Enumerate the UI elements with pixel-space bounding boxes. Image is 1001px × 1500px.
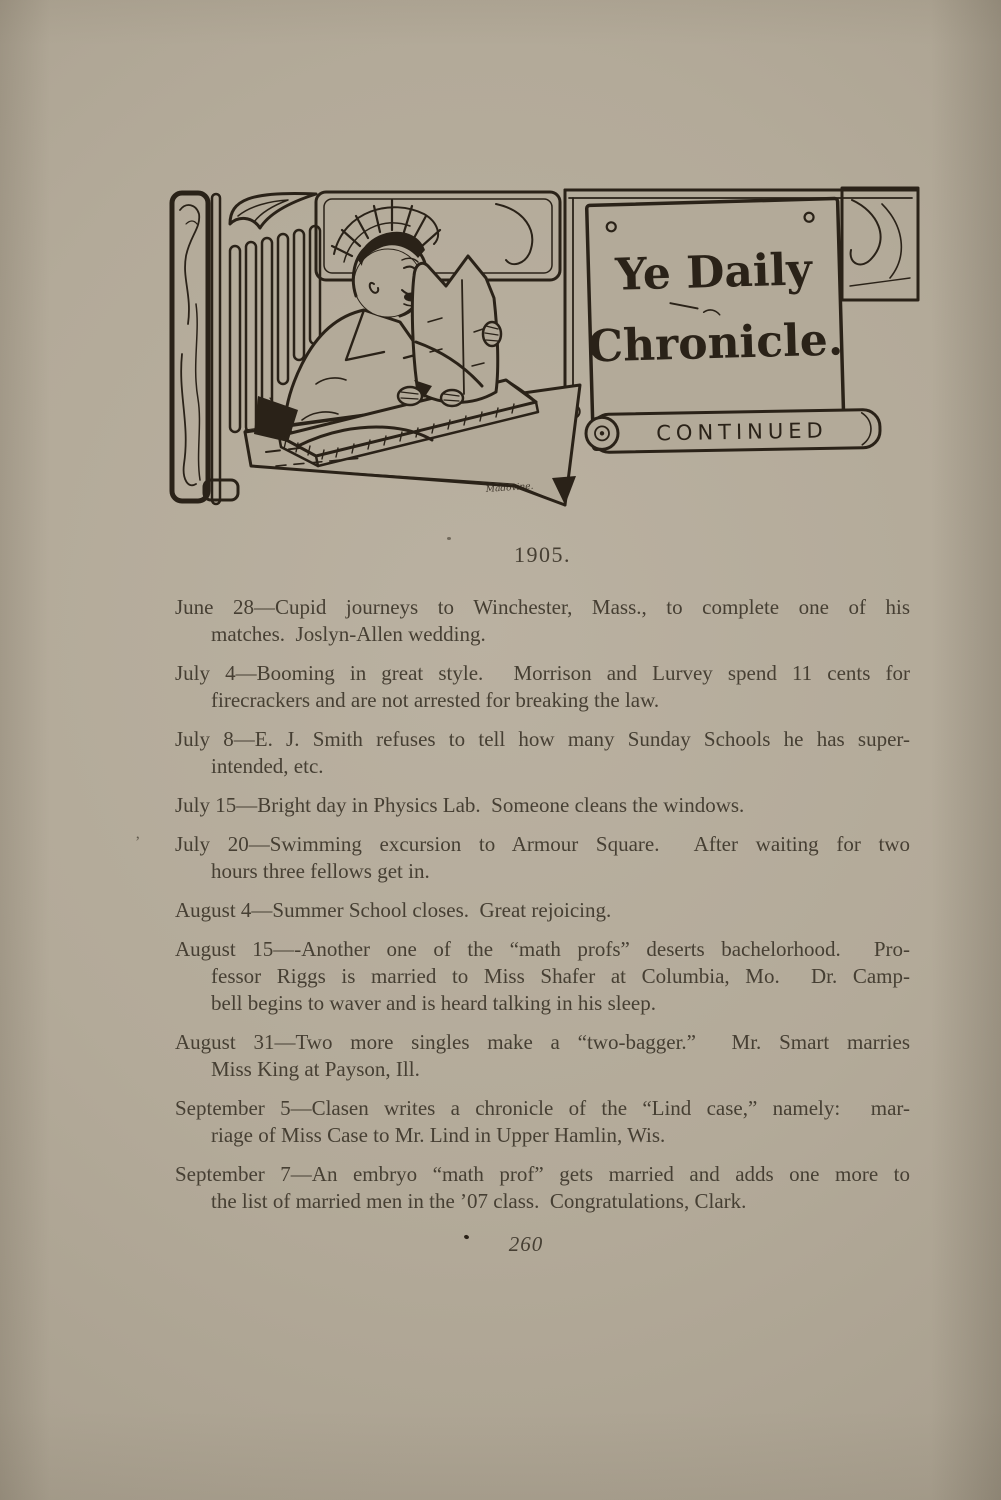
entry-line: firecrackers and are not arrested for breaking the law. — [211, 688, 660, 712]
wing-ornament — [230, 193, 316, 228]
entry-line: August 4—Summer School closes. Great rejoicing. — [175, 898, 612, 922]
entry-line: September 7—An embryo “math prof” gets married and adds one more to — [175, 1162, 910, 1186]
entry-line: July 20—Swimming excursion to Armour Square. After waiting for two — [175, 832, 910, 856]
banner-label: CONTINUED — [656, 418, 828, 446]
chronicle-entry — [175, 1161, 910, 1215]
entry-line: Miss King at Payson, Ill. — [211, 1057, 420, 1081]
chronicle-entry — [175, 726, 910, 780]
chronicle-entry — [175, 1029, 910, 1083]
entry-line: August 15—-Another one of the “math profs” deserts bachelorhood. Pro- — [175, 937, 910, 961]
chronicle-entry — [135, 831, 910, 885]
continued-banner — [586, 409, 881, 452]
entry-line: July 4—Booming in great style. Morrison and Lurvey spend 11 cents for — [175, 661, 910, 685]
entry-line: matches. Joslyn-Allen wedding. — [211, 622, 486, 646]
entry-line: fessor Riggs is married to Miss Shafer at Columbia, Mo. Dr. Camp- — [211, 964, 910, 988]
entry-line: intended, etc. — [211, 754, 324, 778]
entry-line: the list of married men in the ’07 class. Congratulations, Clark. — [211, 1189, 747, 1213]
chronicle-entry — [175, 594, 910, 648]
entry-line: riage of Miss Case to Mr. Lind in Upper Hamlin, Wis. — [211, 1123, 666, 1147]
chronicle-entry — [175, 660, 910, 714]
vertical-bar-ornament — [212, 194, 220, 504]
chronicle-entry — [175, 936, 910, 1017]
entry-line: September 5—Clasen writes a chronicle of the “Lind case,” namely: mar- — [175, 1096, 910, 1120]
page-number: 260 — [508, 1232, 544, 1256]
sign-title-line1: Ye Daily — [614, 244, 813, 301]
entry-line: July 15—Bright day in Physics Lab. Someone cleans the windows. — [175, 793, 745, 817]
chronicle-entries — [135, 594, 910, 1227]
chronicle-entry — [175, 792, 910, 819]
chronicle-entry — [175, 897, 910, 924]
entry-line: bell begins to waver and is heard talking in his sleep. — [211, 991, 656, 1015]
entry-line: August 31—Two more singles make a “two-bagger.” Mr. Smart marries — [175, 1030, 910, 1054]
left-ornament-panel — [172, 193, 208, 501]
ink-speck — [447, 537, 451, 540]
artist-signature: Madovine. — [485, 481, 534, 495]
backdrop-panel — [316, 192, 560, 280]
entry-line: June 28—Cupid journeys to Winchester, Mass., to complete one of his — [175, 595, 910, 619]
masthead-illustration — [166, 184, 920, 522]
entry-line: July 8—E. J. Smith refuses to tell how many Sunday Schools he has super- — [175, 727, 910, 751]
entry-line: hours three fellows get in. — [211, 859, 430, 883]
chronicle-entry — [175, 1095, 910, 1149]
stray-mark: ’ — [135, 834, 141, 851]
year-heading: 1905. — [514, 542, 571, 567]
sign-title-line2: Chronicle. — [587, 314, 844, 373]
